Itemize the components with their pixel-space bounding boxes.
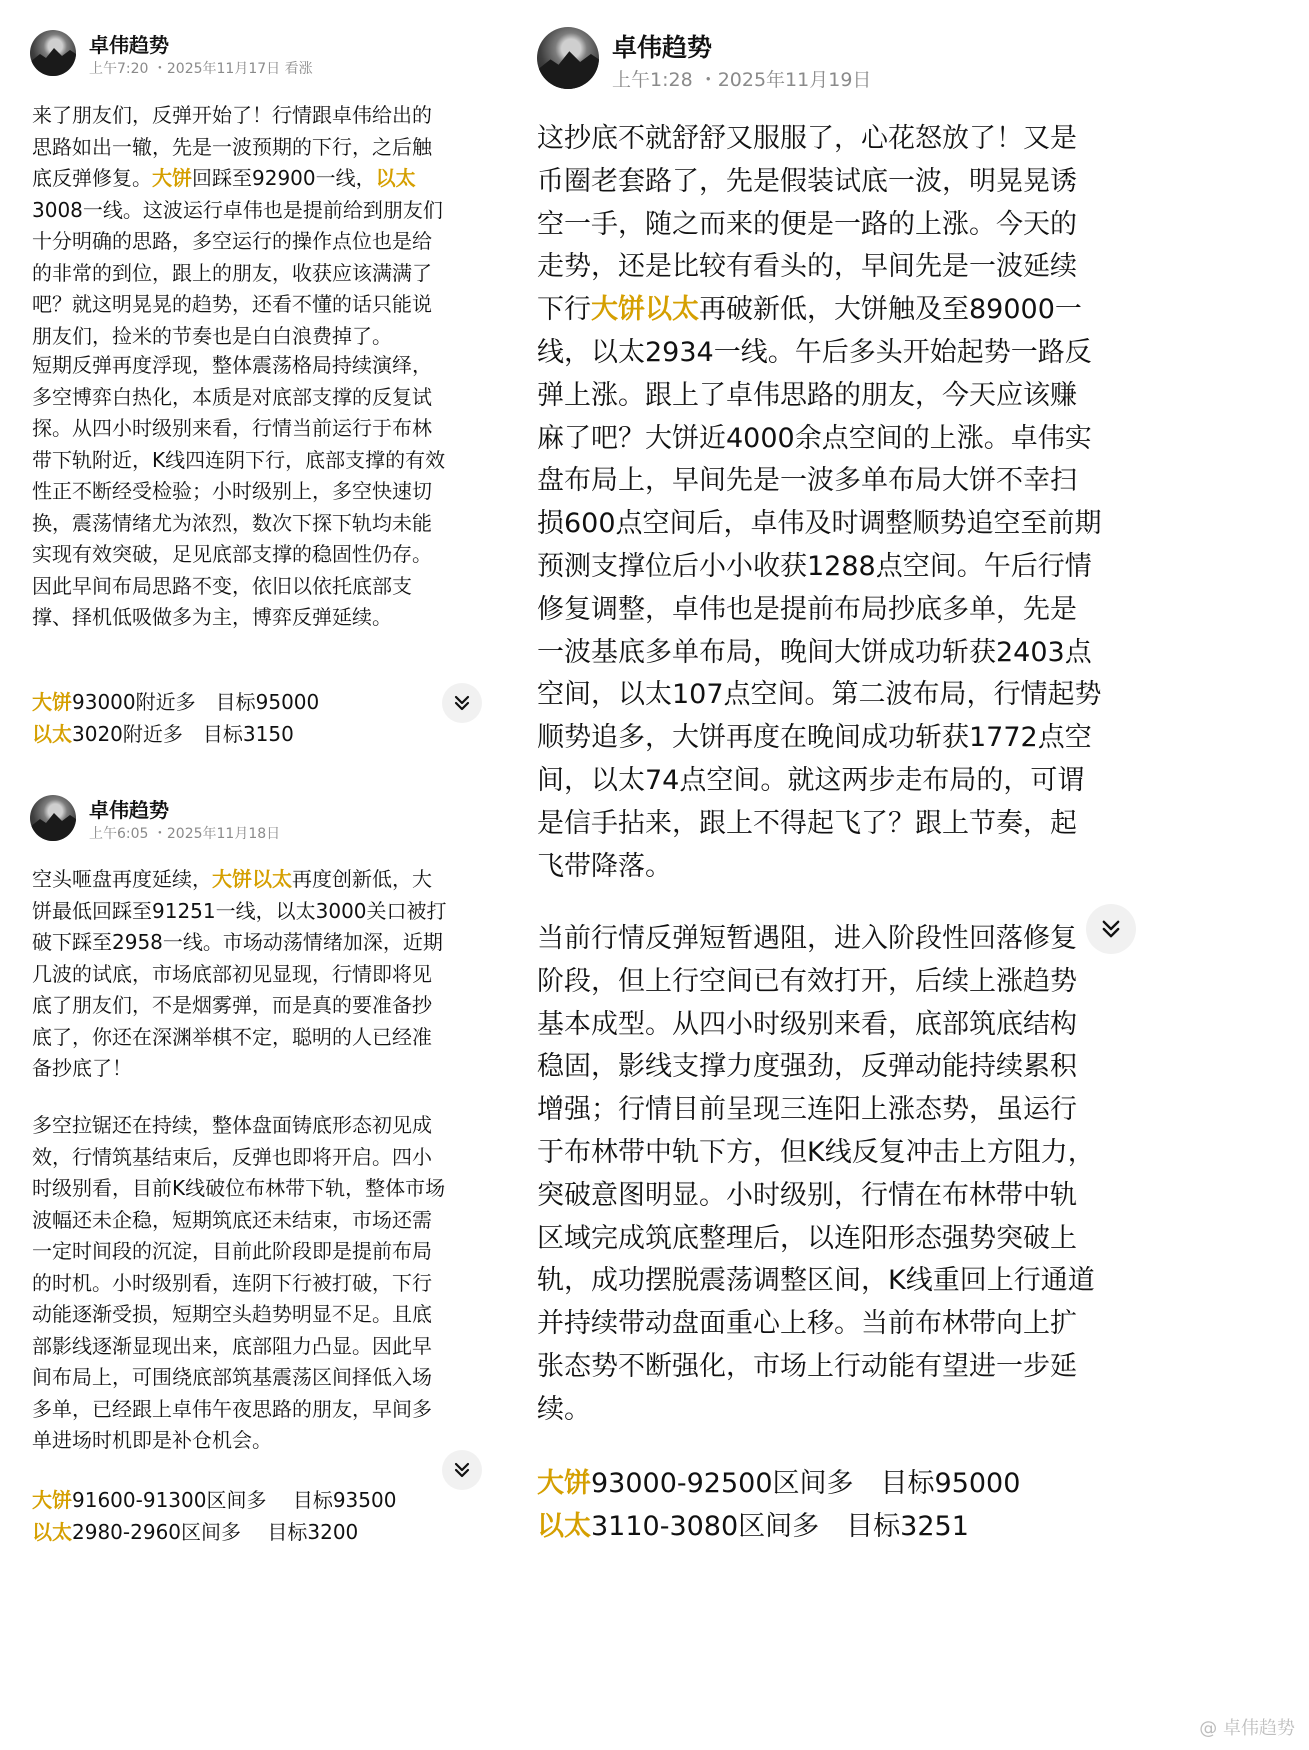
text-line bbox=[537, 1089, 1095, 1132]
text-segment: 的非常的到位，跟上的朋友，收获应该满满了 bbox=[32, 260, 432, 285]
text-segment: 阶段，但上行空间已有效打开，后续上涨趋势 bbox=[537, 965, 1077, 997]
text-line bbox=[537, 289, 1102, 332]
post-paragraph bbox=[32, 100, 443, 352]
text-segment: 效，行情筑基结束后，反弹也即将开启。四小 bbox=[32, 1144, 432, 1169]
text-segment: 思路如出一辙，先是一波预期的下行，之后触 bbox=[32, 134, 432, 159]
highlight-tag[interactable]: 大饼 bbox=[537, 1468, 591, 1499]
text-line bbox=[32, 258, 443, 290]
text-line bbox=[32, 1110, 445, 1142]
text-segment: 因此早间布局思路不变，依旧以依托底部支 bbox=[32, 573, 412, 598]
text-line bbox=[537, 118, 1102, 161]
text-line bbox=[32, 1236, 445, 1268]
text-segment: 当前行情反弹短暂遇阻，进入阶段性回落修复 bbox=[537, 923, 1077, 954]
text-segment: 轨，成功摆脱震荡调整区间，K线重回上行通道 bbox=[537, 1265, 1095, 1297]
text-segment: 饼最低回踩至91251一线，以太3000关口被打 bbox=[32, 898, 447, 923]
text-line bbox=[32, 1362, 445, 1394]
text-segment: 时级别看，目前K线破位布林带下轨，整体市场 bbox=[32, 1176, 446, 1200]
text-line bbox=[537, 1218, 1095, 1261]
text-line bbox=[32, 864, 447, 896]
text-segment: 带下轨附近，K线四连阴下行，底部支撑的有效 bbox=[32, 447, 446, 472]
text-segment: 底了，你还在深渊举棋不定，聪明的人已经准 bbox=[32, 1024, 432, 1049]
text-segment: 基本成型。从四小时级别来看，底部筑底结构 bbox=[537, 1008, 1077, 1040]
text-segment: 的时机。小时级别看，连阴下行被打破，下行 bbox=[32, 1270, 432, 1295]
expand-button[interactable] bbox=[1086, 904, 1136, 954]
text-segment: 顺势追多，大饼再度在晚间成功斩获1772点空 bbox=[537, 722, 1092, 754]
text-line bbox=[32, 539, 445, 571]
text-segment: 币圈老套路了，先是假装试底一波，明晃晃诱 bbox=[537, 165, 1077, 197]
text-line bbox=[537, 246, 1102, 289]
text-segment: 空一手，随之而来的便是一路的上涨。今天的 bbox=[537, 208, 1077, 240]
text-line bbox=[32, 382, 445, 414]
text-segment: 几波的试底，市场底部初见显现，行情即将见 bbox=[32, 961, 432, 986]
post-targets bbox=[32, 687, 319, 750]
avatar[interactable] bbox=[537, 27, 599, 89]
text-segment: 再度创新低，大 bbox=[292, 867, 432, 891]
text-segment: 空间，以太107点空间。第二波布局，行情起势 bbox=[537, 679, 1102, 711]
chevron-double-down-icon bbox=[452, 693, 472, 713]
text-segment: 93000附近多 目标95000 bbox=[72, 690, 320, 714]
highlight-tag[interactable]: 大饼 bbox=[152, 166, 192, 190]
text-line bbox=[537, 418, 1102, 461]
text-segment: 93000-92500区间多 目标95000 bbox=[591, 1468, 1021, 1499]
text-segment: 朋友们，捡米的节奏也是白白浪费掉了。 bbox=[32, 323, 392, 348]
text-line bbox=[32, 195, 443, 227]
text-segment: 备抄底了！ bbox=[32, 1056, 132, 1080]
text-segment: 间，以太74点空间。就这两步走布局的，可谓 bbox=[537, 764, 1085, 796]
text-segment: 来了朋友们，反弹开始了！行情跟卓伟给出的 bbox=[32, 103, 432, 127]
post-paragraph bbox=[32, 1110, 445, 1457]
text-line bbox=[32, 1053, 447, 1085]
text-segment: 弹上涨。跟上了卓伟思路的朋友，今天应该赚 bbox=[537, 379, 1077, 411]
text-segment: 区域完成筑底整理后，以连阳形态强势突破上 bbox=[537, 1222, 1077, 1254]
text-segment: 底反弹修复。 bbox=[32, 166, 152, 190]
text-line bbox=[32, 571, 445, 603]
text-line bbox=[32, 226, 443, 258]
text-segment: 部影线逐渐显现出来，底部阻力凸显。因此早 bbox=[32, 1333, 432, 1358]
post-author[interactable]: 卓伟趋势 bbox=[89, 798, 169, 822]
post-targets bbox=[537, 1463, 1020, 1549]
text-segment: 空头咂盘再度延续， bbox=[32, 867, 212, 891]
text-line bbox=[537, 1463, 1020, 1506]
text-line bbox=[537, 918, 1095, 961]
highlight-tag[interactable]: 以太 bbox=[375, 166, 416, 190]
text-line bbox=[32, 1205, 445, 1237]
text-line bbox=[32, 1485, 396, 1517]
text-line bbox=[537, 1346, 1095, 1389]
text-segment: 性正不断经受检验；小时级别上，多空快速切 bbox=[32, 479, 432, 503]
text-line bbox=[537, 204, 1102, 247]
text-line bbox=[32, 1517, 396, 1549]
text-line bbox=[32, 896, 447, 928]
text-line bbox=[537, 1175, 1095, 1218]
post-targets bbox=[32, 1485, 396, 1548]
text-segment: 2980-2960区间多 目标3200 bbox=[72, 1519, 359, 1544]
text-segment: 下行 bbox=[537, 294, 591, 326]
text-line bbox=[32, 289, 443, 321]
text-line bbox=[32, 959, 447, 991]
text-segment: 这抄底不就舒舒又服服了，心花怒放了！又是 bbox=[537, 123, 1077, 154]
text-line bbox=[537, 961, 1095, 1004]
text-line bbox=[32, 321, 443, 353]
text-line bbox=[537, 846, 1102, 889]
text-segment: 吧？就这明晃晃的趋势，还看不懂的话只能说 bbox=[32, 292, 432, 316]
text-line bbox=[32, 1394, 445, 1426]
text-line bbox=[32, 1022, 447, 1054]
expand-button[interactable] bbox=[442, 1450, 482, 1490]
text-line bbox=[32, 163, 443, 195]
text-line bbox=[537, 760, 1102, 803]
text-segment: 91600-91300区间多 目标93500 bbox=[72, 1488, 397, 1512]
highlight-tag[interactable]: 大饼 bbox=[32, 1488, 72, 1512]
highlight-tag[interactable]: 大饼 bbox=[32, 690, 72, 714]
text-line bbox=[32, 1331, 445, 1363]
text-line bbox=[537, 1046, 1095, 1089]
text-line bbox=[32, 445, 445, 477]
post-paragraph bbox=[537, 118, 1102, 888]
text-line bbox=[537, 1004, 1095, 1047]
text-segment: 张态势不断强化，市场上行动能有望进一步延 bbox=[537, 1350, 1077, 1382]
text-segment: 一定时间段的沉淀，目前此阶段即是提前布局 bbox=[32, 1239, 432, 1263]
text-segment: 实现有效突破，足见底部支撑的稳固性仍存。 bbox=[32, 542, 432, 566]
highlight-tag[interactable]: 以太 bbox=[537, 1510, 591, 1542]
text-segment: 底了朋友们，不是烟雾弹，而是真的要准备抄 bbox=[32, 993, 432, 1017]
text-segment: 麻了吧？大饼近4000余点空间的上涨。卓伟实 bbox=[537, 422, 1092, 454]
text-line bbox=[537, 1389, 1095, 1432]
text-segment: 短期反弹再度浮现，整体震荡格局持续演绎， bbox=[32, 353, 432, 377]
text-line bbox=[537, 1303, 1095, 1346]
text-line bbox=[32, 413, 445, 445]
highlight-tag[interactable]: 大饼以太 bbox=[591, 294, 699, 326]
text-segment: 并持续带动盘面重心上移。当前布林带向上扩 bbox=[537, 1308, 1077, 1340]
text-segment: 飞带降落。 bbox=[537, 850, 672, 882]
text-segment: 多空拉锯还在持续，整体盘面铸底形态初见成 bbox=[32, 1113, 432, 1137]
text-line bbox=[537, 161, 1102, 204]
text-segment: 于布林带中轨下方，但K线反复冲击上方阻力， bbox=[537, 1136, 1095, 1168]
text-segment: 撑、择机低吸做多为主，博弈反弹延续。 bbox=[32, 605, 392, 629]
text-segment: 换，震荡情绪尤为浓烈，数次下探下轨均未能 bbox=[32, 510, 432, 535]
text-line bbox=[32, 1425, 445, 1457]
text-line bbox=[32, 1142, 445, 1174]
text-segment: 3110-3080区间多 目标3251 bbox=[591, 1510, 969, 1542]
text-segment: 增强；行情目前呈现三连阳上涨态势，虽运行 bbox=[537, 1094, 1077, 1126]
post-paragraph bbox=[32, 350, 445, 634]
text-line bbox=[537, 375, 1102, 418]
post-paragraph bbox=[32, 864, 447, 1085]
text-line bbox=[537, 589, 1102, 632]
text-segment: 突破意图明显。小时级别，行情在布林带中轨 bbox=[537, 1179, 1077, 1211]
text-segment: 破下踩至2958一线。市场动荡情绪加深，近期 bbox=[32, 930, 443, 954]
text-segment: 一波基底多单布局，晚间大饼成功斩获2403点 bbox=[537, 636, 1092, 668]
text-segment: 再破新低，大饼触及至89000一 bbox=[699, 294, 1082, 326]
text-line bbox=[32, 508, 445, 540]
text-segment: 间布局上，可围绕底部筑基震荡区间择低入场 bbox=[32, 1365, 432, 1389]
text-segment: 多单，已经跟上卓伟午夜思路的朋友，早间多 bbox=[32, 1396, 432, 1421]
text-segment: 多空博弈白热化，本质是对底部支撑的反复试 bbox=[32, 384, 432, 409]
highlight-tag[interactable]: 以太 bbox=[32, 1519, 72, 1544]
text-segment: 回踩至92900一线， bbox=[192, 166, 376, 190]
text-line bbox=[32, 350, 445, 382]
text-line bbox=[32, 990, 447, 1022]
text-line bbox=[32, 1299, 445, 1331]
text-segment: 线，以太2934一线。午后多头开始起势一路反 bbox=[537, 336, 1092, 368]
text-segment: 单进场时机即是补仓机会。 bbox=[32, 1428, 272, 1452]
text-segment: 是信手拈来，跟上不得起飞了？跟上节奏，起 bbox=[537, 807, 1077, 839]
text-line bbox=[537, 1506, 1020, 1549]
text-segment: 修复调整，卓伟也是提前布局抄底多单，先是 bbox=[537, 593, 1077, 625]
text-segment: 预测支撑位后小小收获1288点空间。午后行情 bbox=[537, 550, 1092, 582]
text-line bbox=[537, 803, 1102, 846]
text-segment: 盘布局上，早间先是一波多单布局大饼不幸扫 bbox=[537, 465, 1077, 497]
post-author[interactable]: 卓伟趋势 bbox=[612, 33, 713, 62]
text-segment: 损600点空间后，卓伟及时调整顺势追空至前期 bbox=[537, 508, 1102, 540]
highlight-tag[interactable]: 以太 bbox=[32, 721, 72, 746]
text-line bbox=[537, 1260, 1095, 1303]
text-line bbox=[537, 632, 1102, 675]
avatar[interactable] bbox=[30, 795, 76, 841]
text-line bbox=[537, 460, 1102, 503]
post-paragraph bbox=[537, 918, 1095, 1432]
text-segment: 十分明确的思路，多空运行的操作点位也是给 bbox=[32, 229, 432, 253]
text-segment: 稳固，影线支撑力度强劲，反弹动能持续累积 bbox=[537, 1051, 1077, 1083]
text-line bbox=[537, 503, 1102, 546]
text-segment: 走势，还是比较有看头的，早间先是一波延续 bbox=[537, 251, 1077, 283]
text-segment: 动能逐渐受损，短期空头趋势明显不足。且底 bbox=[32, 1302, 432, 1326]
chevron-double-down-icon bbox=[452, 1460, 472, 1480]
text-segment: 探。从四小时级别来看，行情当前运行于布林 bbox=[32, 416, 432, 440]
text-line bbox=[32, 602, 445, 634]
text-line bbox=[32, 927, 447, 959]
text-line bbox=[537, 1132, 1095, 1175]
expand-button[interactable] bbox=[442, 683, 482, 723]
text-line bbox=[32, 687, 319, 719]
text-line bbox=[537, 674, 1102, 717]
avatar[interactable] bbox=[30, 30, 76, 76]
highlight-tag[interactable]: 大饼以太 bbox=[212, 867, 292, 891]
text-line bbox=[32, 719, 319, 751]
text-segment: 波幅还未企稳，短期筑底还未结束，市场还需 bbox=[32, 1207, 432, 1232]
watermark: @ 卓伟趋势 bbox=[1199, 1718, 1295, 1739]
text-segment: 3020附近多 目标3150 bbox=[72, 721, 294, 746]
text-segment: 续。 bbox=[537, 1393, 591, 1425]
text-line bbox=[537, 332, 1102, 375]
post-meta: 上午7:20 ・2025年11月17日 看涨 bbox=[89, 61, 313, 77]
post-meta: 上午1:28 ・2025年11月19日 bbox=[612, 69, 872, 91]
text-line bbox=[32, 132, 443, 164]
text-line bbox=[537, 717, 1102, 760]
text-line bbox=[32, 476, 445, 508]
chevron-double-down-icon bbox=[1099, 917, 1123, 941]
text-line bbox=[32, 100, 443, 132]
post-meta: 上午6:05 ・2025年11月18日 bbox=[89, 826, 281, 842]
text-segment: 3008一线。这波运行卓伟也是提前给到朋友们 bbox=[32, 197, 443, 222]
text-line bbox=[537, 546, 1102, 589]
text-line bbox=[32, 1268, 445, 1300]
post-author[interactable]: 卓伟趋势 bbox=[89, 33, 169, 57]
text-line bbox=[32, 1173, 445, 1205]
